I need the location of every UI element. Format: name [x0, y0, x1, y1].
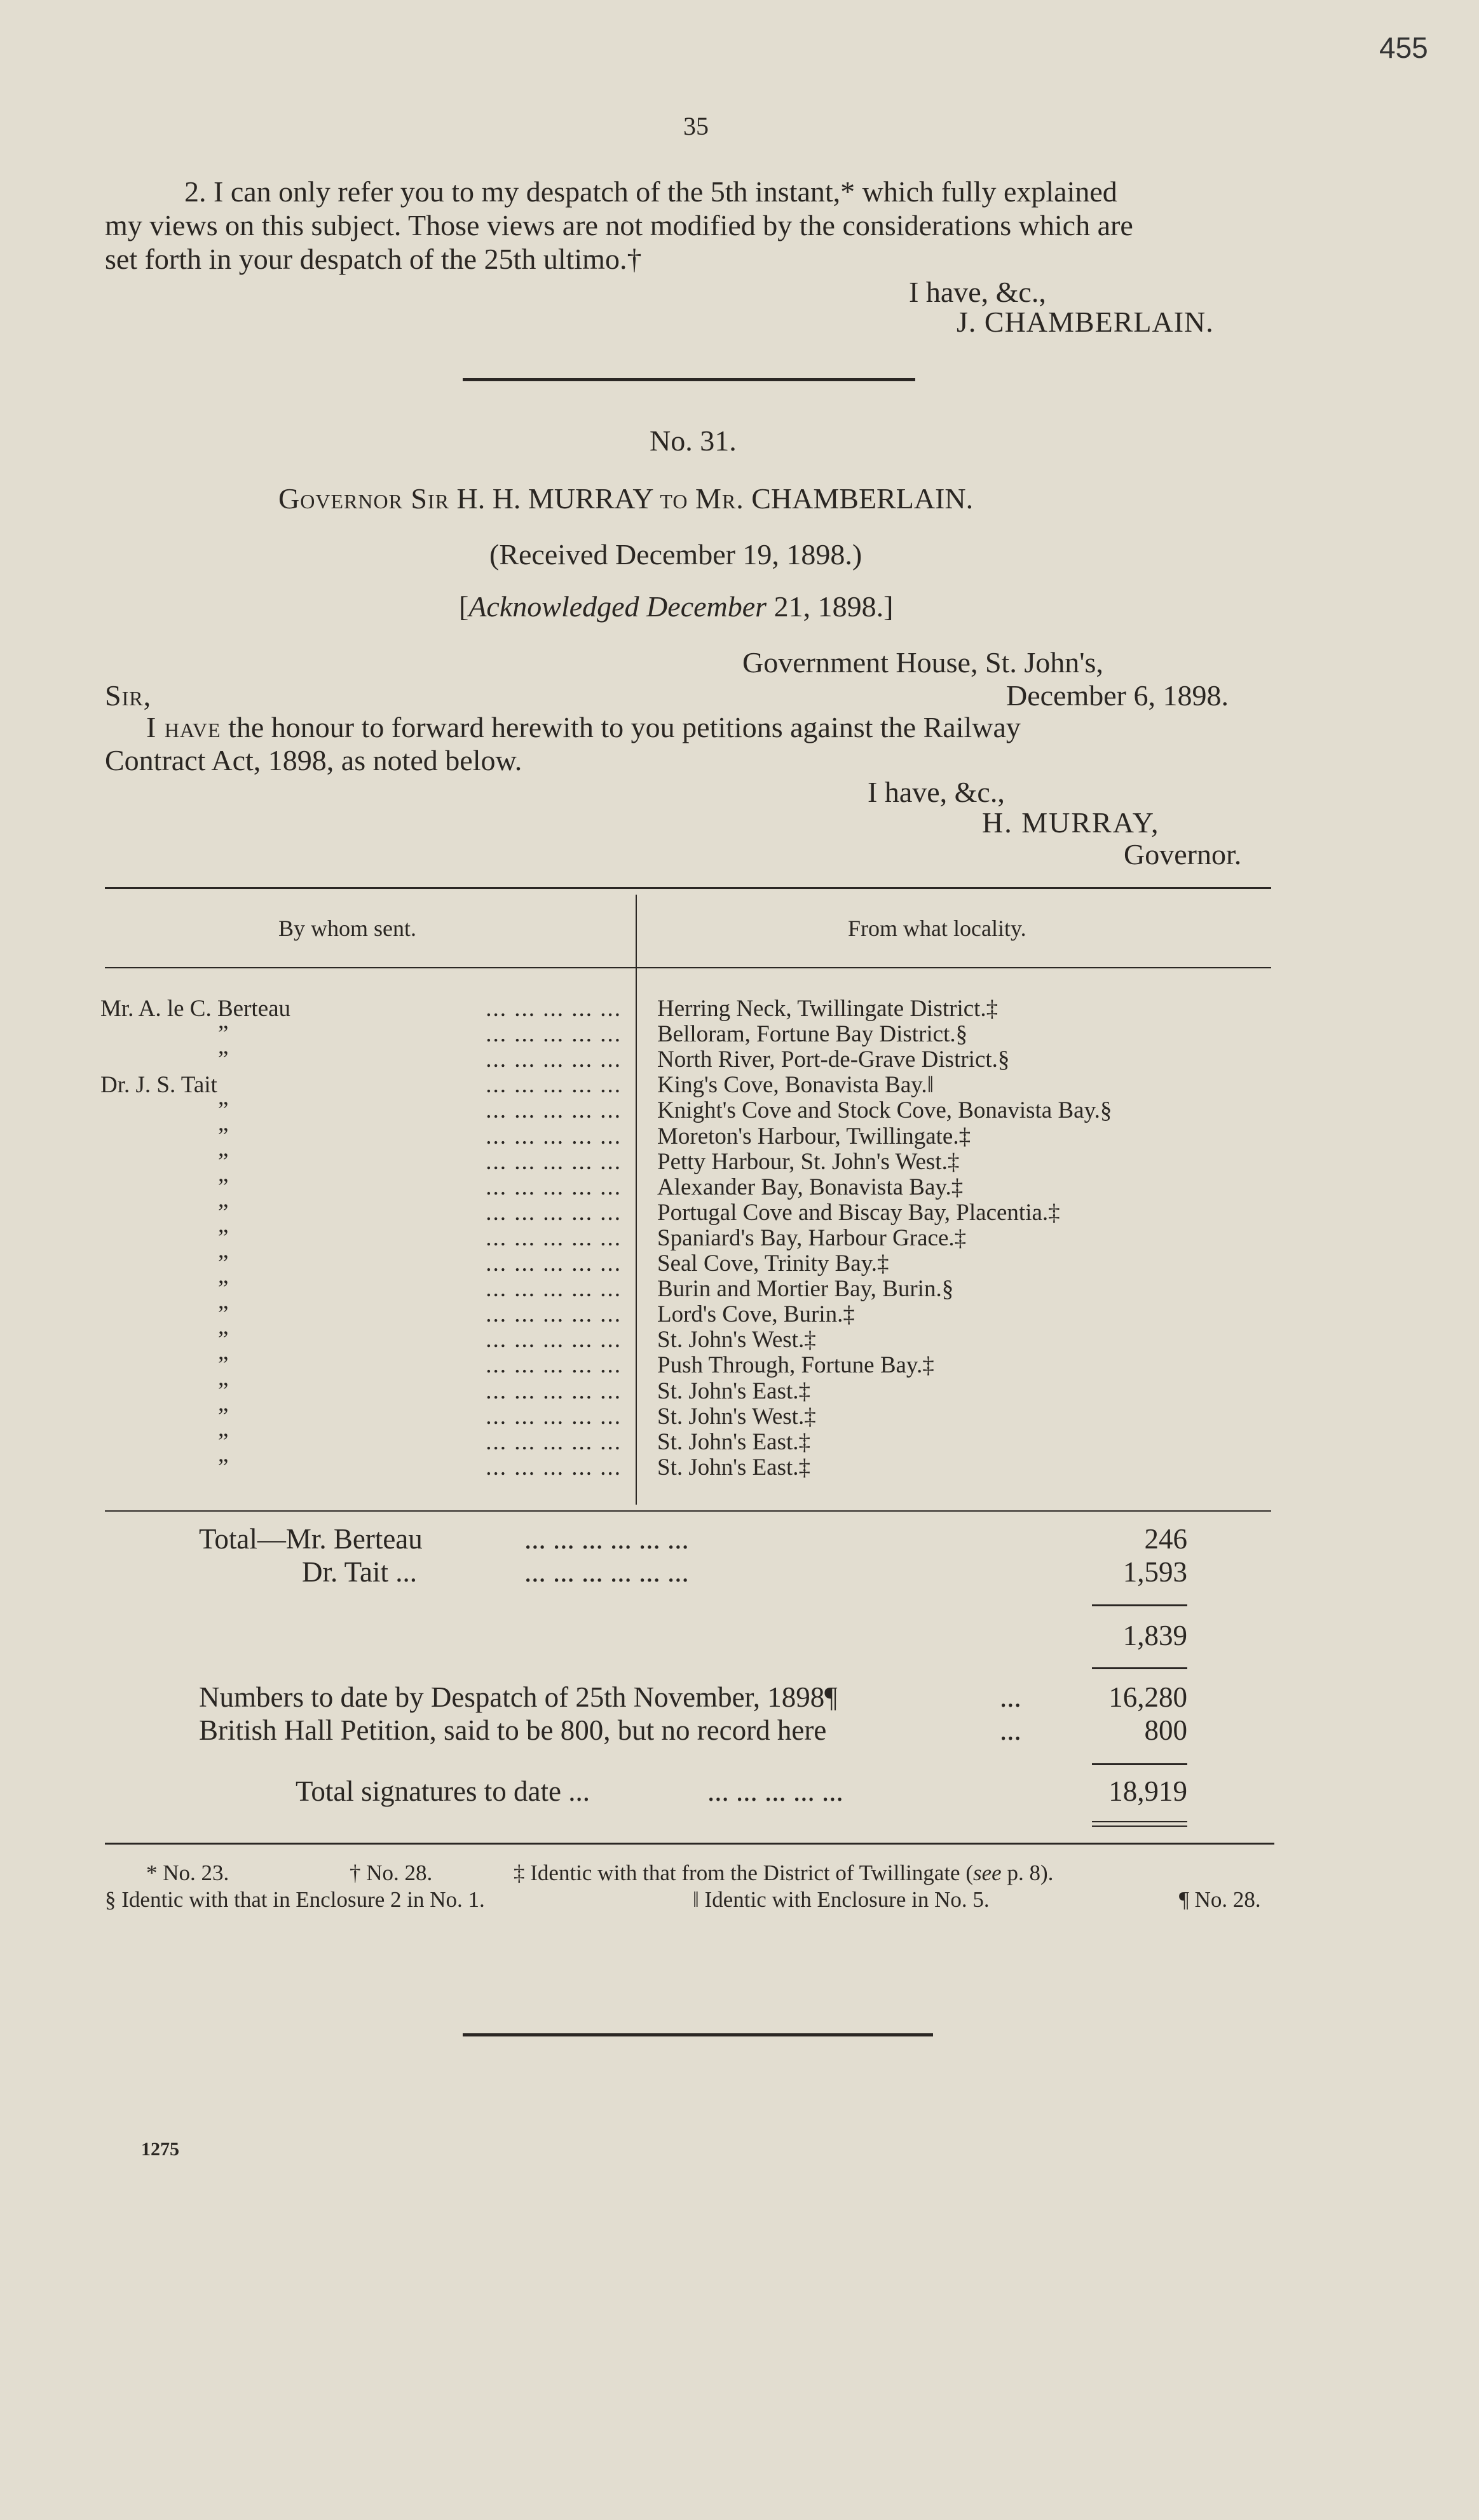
total-berteau-row: [199, 1522, 1187, 1555]
prior-numbers-row: [199, 1681, 1187, 1714]
ack-bracket: [: [459, 590, 469, 623]
british-hall-value: 800: [1144, 1714, 1187, 1746]
dot-leader: ... ... ... ... ...: [486, 1123, 622, 1149]
heading-to-name: CHAMBERLAIN.: [751, 482, 974, 515]
total-berteau-leader: ... ... ... ... ... ...: [524, 1523, 689, 1555]
received-date: (Received December 19, 1898.): [489, 538, 862, 571]
page-number: 35: [683, 112, 709, 140]
print-code: 1275: [141, 2139, 179, 2160]
dot-leader: ... ... ... ... ...: [486, 1454, 622, 1480]
grand-total-label: Total signatures to date ...: [296, 1775, 590, 1807]
sender-cell: [100, 1047, 622, 1073]
footnote-pilcrow: ¶ No. 28.: [1179, 1887, 1261, 1912]
fn3-italic: see: [973, 1860, 1002, 1885]
sender-cell: [100, 1353, 622, 1378]
table-column-divider: [636, 895, 637, 1505]
sender-name: ”: [218, 1225, 229, 1251]
subtotal-value: 1,839: [1122, 1620, 1187, 1651]
locality-cell: Push Through, Fortune Bay.‡: [657, 1352, 934, 1378]
sender-cell: [100, 1455, 622, 1480]
header-locality: From what locality.: [848, 916, 1026, 941]
locality-cell: St. John's West.‡: [657, 1404, 816, 1430]
total-tait-leader: ... ... ... ... ... ...: [524, 1556, 689, 1588]
dot-leader: ... ... ... ... ...: [486, 1021, 622, 1047]
footnote-parallel: ‖ Identic with Enclosure in No. 5.: [693, 1887, 990, 1912]
british-hall-row: [199, 1714, 1187, 1747]
locality-cell: Herring Neck, Twillingate District.‡: [657, 996, 998, 1022]
sender-name: ”: [218, 1352, 229, 1378]
sender-cell: [100, 1327, 622, 1353]
prior-numbers-label: Numbers to date by Despatch of 25th November, 1898¶: [199, 1681, 838, 1713]
sender-name: ”: [218, 1276, 229, 1302]
dot-leader: ... ... ... ... ...: [486, 1225, 622, 1251]
sender-cell: [100, 1124, 622, 1149]
fn3-text: ‡ Identic with that from the District of Twillingate (: [514, 1860, 973, 1885]
dot-leader: ... ... ... ... ...: [486, 1047, 622, 1073]
dot-leader: ... ... ... ... ...: [486, 1174, 622, 1200]
sender-cell: [100, 1379, 622, 1404]
salutation: Sir,: [105, 679, 152, 712]
dot-leader: ... ... ... ... ...: [486, 1378, 622, 1404]
locality-cell: Alexander Bay, Bonavista Bay.‡: [657, 1174, 964, 1200]
locality-cell: North River, Port-de-Grave District.§: [657, 1047, 1010, 1073]
footnote-rule: [105, 1843, 1274, 1845]
table-top-rule: [105, 887, 1271, 889]
dot-leader: ... ... ... ... ...: [486, 1149, 622, 1175]
dot-leader: ... ... ... ... ...: [486, 1404, 622, 1430]
intro-line-1: 2. I can only refer you to my despatch of the 5th instant,* which fully explained: [184, 175, 1117, 208]
signature-title: Governor.: [1124, 838, 1242, 870]
sender-name: ”: [218, 1378, 229, 1404]
locality-cell: Seal Cove, Trinity Bay.‡: [657, 1250, 889, 1277]
locality-cell: Petty Harbour, St. John's West.‡: [657, 1149, 960, 1175]
sender-cell: [100, 1073, 622, 1098]
sender-name: ”: [218, 1021, 229, 1047]
intro-line-3: set forth in your despatch of the 25th ultimo.†: [105, 243, 642, 275]
british-hall-leader: ...: [1000, 1714, 1021, 1746]
sender-cell: [100, 1022, 622, 1047]
fn3-end: p. 8).: [1001, 1860, 1054, 1885]
locality-cell: Spaniard's Bay, Harbour Grace.‡: [657, 1225, 967, 1251]
table-header-rule: [105, 967, 1271, 968]
sender-cell: [100, 1251, 622, 1277]
despatch-signature: H. MURRAY,: [982, 806, 1160, 839]
end-divider: [463, 2033, 933, 2036]
locality-cell: King's Cove, Bonavista Bay.‖: [657, 1072, 934, 1098]
sender-name: Dr. J. S. Tait: [100, 1072, 217, 1098]
grand-total-double-rule-1: [1092, 1821, 1187, 1822]
prior-numbers-value: 16,280: [1108, 1681, 1187, 1713]
heading-from-title: Governor Sir: [278, 482, 449, 515]
intro-closing: I have, &c.,: [909, 276, 1046, 308]
sender-name: ”: [218, 1301, 229, 1327]
acknowledged-date: [459, 588, 893, 626]
total-tait-label: Dr. Tait ...: [302, 1556, 418, 1588]
heading-from-name: H. H. MURRAY: [456, 482, 653, 515]
sender-address: Government House, St. John's,: [742, 646, 1103, 679]
intro-signature: J. CHAMBERLAIN.: [957, 306, 1214, 338]
british-hall-label: British Hall Petition, said to be 800, but no record here: [199, 1714, 827, 1746]
locality-cell: Knight's Cove and Stock Cove, Bonavista Bay.§: [657, 1097, 1112, 1123]
intro-line-2: my views on this subject. Those views are not modified by the considerations which are: [105, 209, 1133, 241]
locality-cell: St. John's East.‡: [657, 1429, 811, 1455]
sender-name: Mr. A. le C. Berteau: [100, 996, 291, 1022]
sender-cell: [100, 1098, 622, 1123]
locality-cell: St. John's West.‡: [657, 1327, 816, 1353]
sender-name: ”: [218, 1097, 229, 1123]
total-berteau-label: Total—Mr. Berteau: [199, 1523, 423, 1555]
dot-leader: ... ... ... ... ...: [486, 1200, 622, 1226]
dot-leader: ... ... ... ... ...: [486, 1429, 622, 1455]
sender-cell: [100, 1404, 622, 1430]
footnote-section: § Identic with that in Enclosure 2 in No. 1.: [105, 1887, 485, 1912]
sender-name: ”: [218, 1250, 229, 1277]
section-divider: [463, 378, 915, 381]
dot-leader: ... ... ... ... ...: [486, 1301, 622, 1327]
sender-cell: [100, 1430, 622, 1455]
sender-cell: [100, 1175, 622, 1200]
sender-name: ”: [218, 1149, 229, 1175]
dot-leader: ... ... ... ... ...: [486, 996, 622, 1022]
dot-leader: ... ... ... ... ...: [486, 1097, 622, 1123]
sender-name: ”: [218, 1123, 229, 1149]
locality-cell: Burin and Mortier Bay, Burin.§: [657, 1276, 954, 1302]
grand-total-row: [296, 1775, 1187, 1808]
header-by-whom: By whom sent.: [278, 916, 417, 941]
dot-leader: ... ... ... ... ...: [486, 1250, 622, 1277]
locality-cell: St. John's East.‡: [657, 1454, 811, 1480]
total-tait-row: [302, 1555, 1187, 1589]
footnote-dagger: † No. 28.: [350, 1860, 433, 1885]
sender-name: ”: [218, 1454, 229, 1480]
despatch-number: No. 31.: [650, 424, 737, 457]
despatch-heading: [278, 480, 973, 518]
dot-leader: ... ... ... ... ...: [486, 1276, 622, 1302]
sender-name: ”: [218, 1327, 229, 1353]
despatch-date: December 6, 1898.: [1006, 679, 1229, 712]
prior-numbers-leader: ...: [1000, 1681, 1021, 1713]
subtotal-rule: [1092, 1604, 1187, 1606]
sender-cell: [100, 1149, 622, 1175]
heading-to-word: to: [660, 482, 688, 515]
body-lead: I have: [146, 711, 221, 743]
body-line-2: Contract Act, 1898, as noted below.: [105, 744, 522, 776]
footnote-double-dagger: [514, 1860, 1053, 1886]
locality-cell: Belloram, Fortune Bay District.§: [657, 1021, 968, 1047]
grand-total-value: 18,919: [1108, 1775, 1187, 1807]
grand-total-leader: ... ... ... ... ...: [707, 1775, 843, 1807]
dot-leader: ... ... ... ... ...: [486, 1072, 622, 1098]
body-line-1-text: the honour to forward herewith to you petitions against the Railway: [221, 711, 1021, 743]
locality-cell: Moreton's Harbour, Twillingate.‡: [657, 1123, 971, 1149]
dot-leader: ... ... ... ... ...: [486, 1352, 622, 1378]
sender-cell: [100, 1200, 622, 1226]
sender-name: ”: [218, 1404, 229, 1430]
sender-cell: [100, 1226, 622, 1251]
locality-cell: St. John's East.‡: [657, 1378, 811, 1404]
subtotal-under-rule: [1092, 1667, 1187, 1669]
ack-rest: 21, 1898.]: [767, 590, 894, 623]
sender-cell: [100, 1302, 622, 1327]
sender-name: ”: [218, 1200, 229, 1226]
grand-total-double-rule-2: [1092, 1826, 1187, 1827]
heading-to-title: Mr.: [695, 482, 744, 515]
archive-page-number: 455: [1379, 31, 1428, 64]
total-tait-value: 1,593: [1122, 1556, 1187, 1588]
sender-name: ”: [218, 1429, 229, 1455]
despatch-closing: I have, &c.,: [868, 776, 1005, 808]
total-berteau-value: 246: [1144, 1523, 1187, 1555]
sender-cell: [100, 1277, 622, 1302]
sender-name: ”: [218, 1174, 229, 1200]
locality-cell: Lord's Cove, Burin.‡: [657, 1301, 855, 1327]
grand-total-rule: [1092, 1763, 1187, 1765]
footnote-asterisk: * No. 23.: [146, 1860, 229, 1885]
locality-cell: Portugal Cove and Biscay Bay, Placentia.‡: [657, 1200, 1060, 1226]
body-line-1: [146, 708, 1284, 747]
sender-cell: [100, 996, 622, 1022]
dot-leader: ... ... ... ... ...: [486, 1327, 622, 1353]
ack-italic: Acknowledged December: [468, 590, 767, 623]
table-bottom-rule: [105, 1510, 1271, 1512]
sender-name: ”: [218, 1047, 229, 1073]
